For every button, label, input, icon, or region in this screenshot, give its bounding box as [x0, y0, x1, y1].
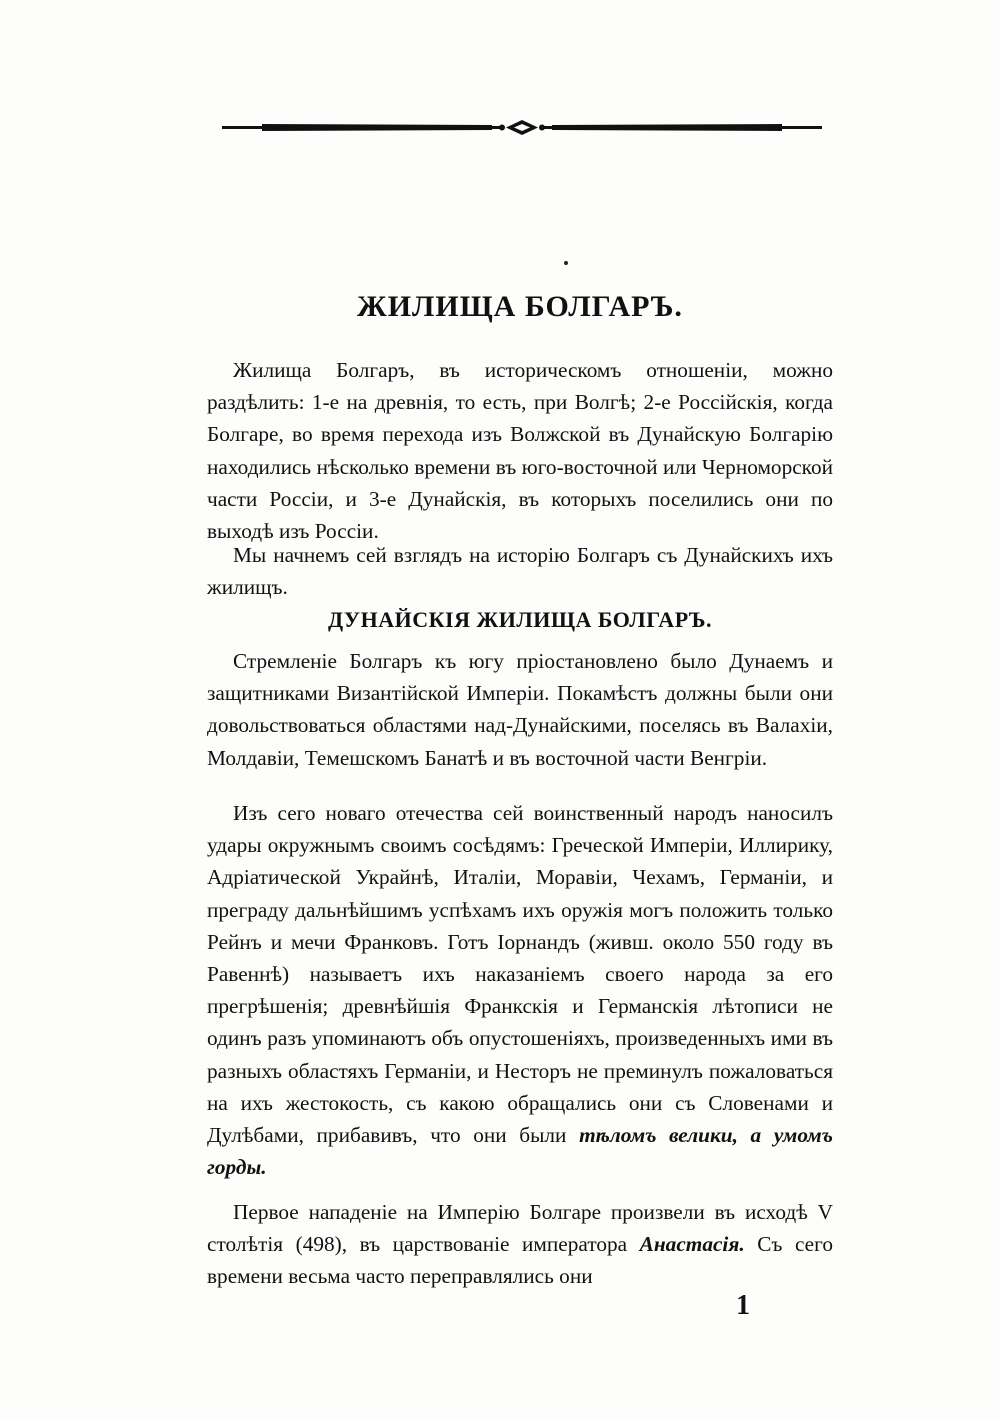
paragraph-1: Жилища Болгаръ, въ историческомъ отношенiи, можно раздѣлить: 1-е на древнiя, то есть, при Волгѣ; 2-е Россiйскiя, когда Болгаре, во время перехода изъ Волжской въ Дунайскую Болгарiю находились нѣсколько времени въ юго-восточной или Черноморской части Россiи, и 3-е Дунайскiя, въ которыхъ поселились они по выходѣ изъ Россiи. [207, 358, 833, 544]
paragraph-4-text: Изъ сего новаго отечества сей воинственный народъ наносилъ удары окружнымъ своимъ сосѣдямъ: Греческой Имперiи, Иллирику, Адрiатической Украйнѣ, Италiи, Моравiи, Чехамъ, Германiи, и преграду дальнѣйшимъ успѣхамъ ихъ оружiя могъ положить только Рейнъ и мечи Франковъ. Готъ Iорнандъ (живш. около 550 году въ Равеннѣ) называетъ ихъ наказанiемъ своего народа за его прегрѣшенiя; древнѣйшiя Франкскiя и Германскiя лѣтописи не одинъ разъ упоминаютъ объ опустошенiяхъ, произведенныхъ ими въ разныхъ областяхъ Германiи, и Несторъ не преминулъ пожаловаться на ихъ жестокость, съ какою обращались они съ Словенами и Дулѣбами, прибавивъ, что они были [207, 801, 833, 1148]
ink-dot [564, 261, 568, 265]
section-subtitle: ДУНАЙСКIЯ ЖИЛИЩА БОЛГАРЪ. [328, 607, 712, 632]
paragraph-5-text-b: Съ сего времени весьма часто переправлялись они [207, 1232, 833, 1289]
paragraph-4 [207, 797, 833, 1183]
page-number: 1 [736, 1290, 750, 1321]
chapter-title: ЖИЛИЩА БОЛГАРЪ. [357, 290, 683, 323]
ornamental-rule-icon [222, 118, 822, 138]
paragraph-5-text-a: Первое нападенiе на Имперiю Болгаре произвели въ исходѣ V столѣтiя (498), въ царствованiе императора [207, 1200, 833, 1257]
paragraph-5-italic: Анастасiя. [639, 1232, 745, 1257]
paragraph-2: Мы начнемъ сей взглядъ на исторiю Болгаръ съ Дунайскихъ ихъ жилищъ. [207, 543, 833, 600]
paragraph-4-italic: тѣломъ велики, а умомъ горды. [207, 1123, 833, 1180]
paragraph-5 [207, 1196, 833, 1293]
paragraph-3: Стремленiе Болгаръ къ югу прiостановлено было Дунаемъ и защитниками Византiйской Имперiи. Покамѣстъ должны были они довольствоваться областями над-Дунайскими, поселясь въ Валахiи, Молдавiи, Темешскомъ Банатѣ и въ восточной части Венгрiи. [207, 649, 833, 770]
